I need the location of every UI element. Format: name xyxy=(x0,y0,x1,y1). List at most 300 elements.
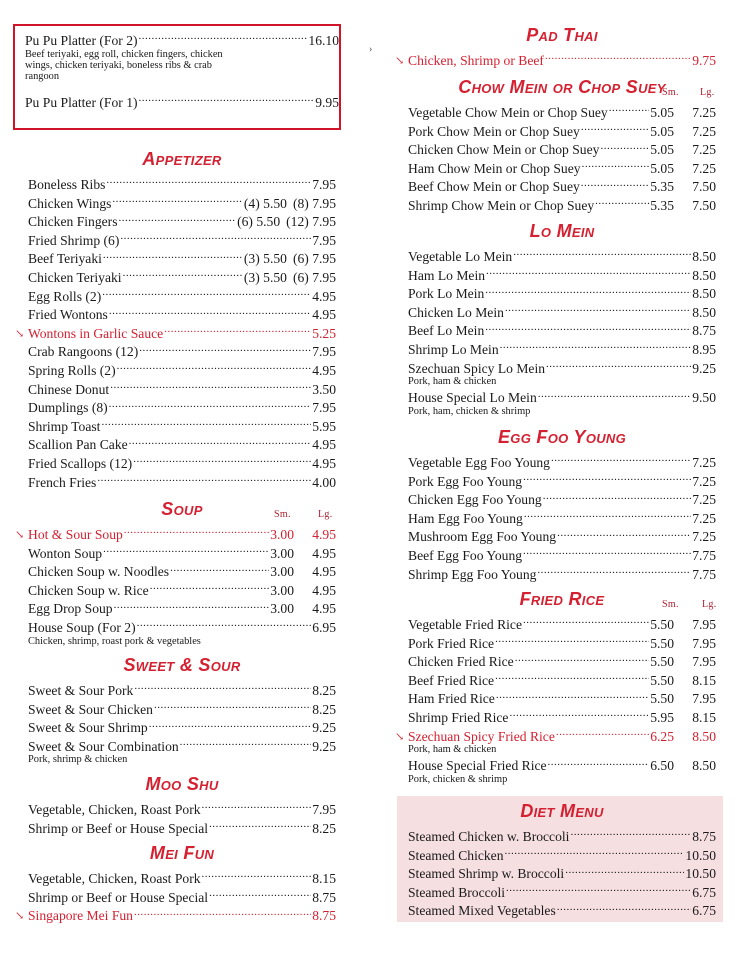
item-list xyxy=(28,682,336,765)
item-name: House Special Fried Rice xyxy=(408,758,547,774)
item-name: Shrimp Toast xyxy=(28,418,101,434)
section-title-text: Fried Rice xyxy=(519,589,605,609)
item-price: 6.95 xyxy=(312,619,336,635)
item-price: 3.00 xyxy=(270,527,294,542)
section-title xyxy=(408,800,716,822)
item-name: Dumplings (8) xyxy=(28,400,108,416)
leader-dots xyxy=(154,702,311,714)
column-marker: › xyxy=(369,44,373,55)
menu-item xyxy=(28,600,336,619)
menu-item xyxy=(28,288,336,307)
item-description: Pork, ham & chicken xyxy=(408,376,497,388)
menu-item xyxy=(28,381,336,400)
item-name: Chicken Egg Foo Young xyxy=(408,492,542,508)
leader-dots xyxy=(505,305,691,317)
menu-item xyxy=(408,566,716,585)
leader-dots xyxy=(103,546,269,558)
section-moo-shu xyxy=(28,773,336,838)
menu-item xyxy=(408,322,716,341)
item-price-large: 7.95 xyxy=(692,635,716,651)
leader-dots xyxy=(509,710,649,722)
item-price: 7.25 xyxy=(692,473,716,489)
item-name: Hot & Sour Soup xyxy=(28,527,123,542)
leader-dots xyxy=(164,326,311,338)
item-price: 4.00 xyxy=(312,474,336,490)
item-description: Pork, shrimp & chicken xyxy=(28,754,128,766)
leader-dots xyxy=(551,455,691,467)
leader-dots xyxy=(557,529,691,541)
section-title xyxy=(408,220,716,242)
item-price: 5.05 xyxy=(650,123,674,139)
menu-item xyxy=(28,820,336,839)
item-list xyxy=(408,454,716,584)
item-name: Steamed Shrimp w. Broccoli xyxy=(408,866,565,882)
leader-dots xyxy=(581,124,649,136)
menu-item xyxy=(28,362,336,381)
item-name: Pork Chow Mein or Chop Suey xyxy=(408,123,580,139)
item-name: Shrimp or Beef or House Special xyxy=(28,820,209,836)
item-name: Wontons in Garlic Sauce xyxy=(28,325,164,341)
menu-item xyxy=(408,141,716,160)
leader-dots xyxy=(101,419,311,431)
menu-item xyxy=(395,52,716,71)
item-description: Beef teriyaki, egg roll, chicken fingers, chicken xyxy=(25,48,223,60)
platter-item xyxy=(25,94,339,113)
item-list xyxy=(395,616,716,785)
item-price: 7.25 xyxy=(692,510,716,526)
item-price: 5.50 xyxy=(650,617,674,632)
leader-dots xyxy=(556,729,649,741)
item-price: 5.35 xyxy=(650,179,674,195)
item-price: 8.50 xyxy=(692,304,716,320)
section-title xyxy=(28,148,336,170)
section-mei-fun xyxy=(15,842,336,926)
leader-dots xyxy=(537,567,691,579)
item-name: French Fries xyxy=(28,474,97,490)
item-name: Singapore Mei Fun xyxy=(28,908,133,924)
leader-dots xyxy=(170,564,269,576)
item-name: Pu Pu Platter (For 1) xyxy=(25,94,138,110)
item-price-large: 7.25 xyxy=(692,142,716,158)
leader-dots xyxy=(103,251,243,263)
leader-dots xyxy=(600,142,649,154)
leader-dots xyxy=(109,400,312,412)
leader-dots xyxy=(495,636,649,648)
size-header-small: Sm. xyxy=(662,87,679,98)
leader-dots xyxy=(102,289,311,301)
item-name: Egg Drop Soup xyxy=(28,601,113,617)
item-name: Chicken, Shrimp or Beef xyxy=(408,53,544,68)
item-name: Vegetable, Chicken, Roast Pork xyxy=(28,871,201,886)
item-price: 7.95 xyxy=(312,232,336,248)
item-name: Steamed Mixed Vegetables xyxy=(408,903,556,919)
item-price: 16.10 xyxy=(308,33,339,48)
item-price: (8) 7.95 xyxy=(292,195,336,211)
item-name: Vegetable Chow Mein or Chop Suey xyxy=(408,105,608,120)
item-name: House Soup (For 2) xyxy=(28,619,136,635)
leader-dots xyxy=(120,233,311,245)
leader-dots xyxy=(129,437,312,449)
leader-dots xyxy=(117,363,312,375)
leader-dots xyxy=(523,548,691,560)
menu-item xyxy=(408,690,716,709)
menu-item xyxy=(15,907,336,926)
pepper-icon: ↘ xyxy=(15,910,25,923)
item-price: 9.25 xyxy=(312,738,336,754)
menu-item xyxy=(28,399,336,418)
item-price: 8.25 xyxy=(312,683,336,698)
item-list xyxy=(28,801,336,838)
item-name: Beef Fried Rice xyxy=(408,672,495,688)
item-price-large: 8.50 xyxy=(692,728,716,744)
item-name: Pork Fried Rice xyxy=(408,635,495,651)
menu-item xyxy=(408,248,716,267)
item-price: 5.50 xyxy=(650,654,674,670)
leader-dots xyxy=(139,95,315,107)
pepper-icon: ↘ xyxy=(395,55,405,67)
menu-item xyxy=(28,545,336,564)
item-price: 9.75 xyxy=(692,53,716,68)
menu-item xyxy=(28,232,336,251)
item-name: Chicken Wings xyxy=(28,195,112,211)
menu-item xyxy=(408,197,716,216)
leader-dots xyxy=(180,739,312,751)
item-price: 7.75 xyxy=(692,547,716,563)
platter-box xyxy=(13,24,341,130)
item-price: (6) 7.95 xyxy=(292,269,336,285)
menu-item xyxy=(15,526,336,545)
section-title-text: Pad Thai xyxy=(526,25,598,45)
leader-dots xyxy=(139,344,311,356)
leader-dots xyxy=(106,177,311,189)
leader-dots xyxy=(112,196,243,208)
item-price-large: 7.25 xyxy=(692,160,716,176)
leader-dots xyxy=(134,683,311,695)
item-name: Ham Chow Mein or Chop Suey xyxy=(408,160,581,176)
item-price: 5.95 xyxy=(312,418,336,434)
item-name: Sweet & Sour Shrimp xyxy=(28,720,148,736)
leader-dots xyxy=(114,601,270,613)
item-price: 7.95 xyxy=(312,177,336,192)
section-title xyxy=(408,24,716,46)
item-price: 9.25 xyxy=(692,360,716,376)
pepper-icon: ↘ xyxy=(15,529,25,541)
item-price: 5.50 xyxy=(650,635,674,651)
leader-dots xyxy=(110,382,311,394)
menu-item xyxy=(28,889,336,908)
item-price: 9.25 xyxy=(312,720,336,736)
item-name: Vegetable Lo Mein xyxy=(408,249,513,264)
leader-dots xyxy=(149,720,312,732)
leader-dots xyxy=(150,583,270,595)
item-name: Chicken Chow Mein or Chop Suey xyxy=(408,142,600,158)
leader-dots xyxy=(582,161,650,173)
item-name: Shrimp Fried Rice xyxy=(408,709,509,725)
item-price-large: 7.95 xyxy=(692,691,716,707)
item-price: 5.25 xyxy=(312,325,336,341)
item-price: 10.50 xyxy=(685,866,716,882)
menu-item xyxy=(408,285,716,304)
leader-dots xyxy=(202,871,312,883)
item-name: Shrimp Chow Mein or Chop Suey xyxy=(408,197,595,213)
item-description: rangoon xyxy=(25,70,60,82)
item-name: House Special Lo Mein xyxy=(408,390,537,406)
section-title-text: Diet Menu xyxy=(520,801,604,821)
item-price: 8.50 xyxy=(692,267,716,283)
item-price: 8.25 xyxy=(312,820,336,836)
menu-item xyxy=(28,418,336,437)
item-price: 3.00 xyxy=(270,545,294,561)
leader-dots xyxy=(545,53,691,65)
item-name: Shrimp Lo Mein xyxy=(408,341,499,357)
leader-dots xyxy=(97,475,311,487)
item-name: Sweet & Sour Chicken xyxy=(28,701,153,717)
section-title xyxy=(408,76,716,98)
item-price: 7.25 xyxy=(692,455,716,470)
item-name: Chicken Teriyaki xyxy=(28,269,122,285)
item-price: 4.95 xyxy=(312,455,336,471)
menu-item xyxy=(408,341,716,360)
menu-item xyxy=(408,902,716,921)
item-name: Steamed Broccoli xyxy=(408,884,506,900)
item-name: Vegetable, Chicken, Roast Pork xyxy=(28,802,201,817)
section-sweet-sour xyxy=(28,654,336,767)
item-price-large: 4.95 xyxy=(312,564,336,580)
leader-dots xyxy=(500,342,692,354)
item-name: Boneless Ribs xyxy=(28,177,106,192)
menu-item xyxy=(408,510,716,529)
item-price: 7.25 xyxy=(692,492,716,508)
leader-dots xyxy=(595,198,649,210)
item-price: 5.50 xyxy=(650,691,674,707)
section-title-text: Soup xyxy=(161,499,203,519)
menu-item xyxy=(408,865,716,884)
item-name: Steamed Chicken xyxy=(408,847,504,863)
item-name: Ham Fried Rice xyxy=(408,691,495,707)
item-name: Chinese Donut xyxy=(28,381,110,397)
item-price: 8.15 xyxy=(312,871,336,886)
item-price-large: 8.15 xyxy=(692,672,716,688)
menu-item xyxy=(408,104,716,123)
leader-dots xyxy=(513,249,691,261)
item-list xyxy=(408,248,716,417)
section-soup xyxy=(15,498,336,649)
menu-item xyxy=(408,653,716,672)
menu-item xyxy=(28,195,336,214)
item-price: 8.50 xyxy=(692,286,716,302)
item-name: Chicken Fried Rice xyxy=(408,654,514,670)
menu-item xyxy=(28,306,336,325)
item-price: 7.95 xyxy=(312,802,336,817)
section-lo-mein xyxy=(408,220,716,419)
section-title-text: Moo Shu xyxy=(145,774,219,794)
item-list xyxy=(408,828,716,921)
item-name: Crab Rangoons (12) xyxy=(28,344,139,360)
item-name: Vegetable Egg Foo Young xyxy=(408,455,550,470)
leader-dots xyxy=(124,527,269,539)
section-title-text: Mei Fun xyxy=(149,843,215,863)
item-price: 3.00 xyxy=(270,601,294,617)
item-price: 8.75 xyxy=(692,323,716,339)
section-pad-thai xyxy=(395,24,716,71)
section-egg-foo-young xyxy=(408,426,716,584)
item-name: Beef Chow Mein or Chop Suey xyxy=(408,179,580,195)
menu-item xyxy=(408,178,716,197)
item-name: Ham Lo Mein xyxy=(408,267,486,283)
item-price-large: 7.25 xyxy=(692,105,716,120)
item-price: 4.95 xyxy=(312,307,336,323)
menu-item xyxy=(28,582,336,601)
item-price: 10.50 xyxy=(685,847,716,863)
item-price: 5.05 xyxy=(650,160,674,176)
leader-dots xyxy=(565,866,684,878)
item-price: 5.35 xyxy=(650,197,674,213)
menu-item xyxy=(28,563,336,582)
item-name: Shrimp Egg Foo Young xyxy=(408,566,537,582)
section-title-text: Appetizer xyxy=(142,149,222,169)
item-price-small: (4) 5.50 xyxy=(243,195,287,211)
item-price: 5.50 xyxy=(650,672,674,688)
size-header-large: Lg. xyxy=(700,87,715,98)
leader-dots xyxy=(570,829,691,841)
item-price-large: 4.95 xyxy=(312,582,336,598)
item-name: Mushroom Egg Foo Young xyxy=(408,529,557,545)
menu-item xyxy=(28,269,336,288)
item-price: 9.50 xyxy=(692,390,716,406)
item-name: Szechuan Spicy Fried Rice xyxy=(408,728,555,744)
item-price: 8.50 xyxy=(692,249,716,264)
item-list xyxy=(408,104,716,216)
menu-item xyxy=(28,474,336,493)
menu-item xyxy=(28,701,336,720)
item-price-large: 4.95 xyxy=(312,601,336,617)
section-title xyxy=(408,426,716,448)
platter-item xyxy=(25,32,339,82)
item-price-large: 7.50 xyxy=(692,197,716,213)
leader-dots xyxy=(557,903,691,915)
section-title xyxy=(28,498,336,520)
item-price-large: 8.15 xyxy=(692,709,716,725)
menu-item xyxy=(28,436,336,455)
pepper-icon: ↘ xyxy=(15,327,25,340)
item-name: Vegetable Fried Rice xyxy=(408,617,522,632)
item-price: 4.95 xyxy=(312,437,336,453)
item-description: Chicken, shrimp, roast pork & vegetables xyxy=(28,635,201,647)
item-name: Chicken Fingers xyxy=(28,214,118,230)
item-price-large: 4.95 xyxy=(312,527,336,542)
leader-dots xyxy=(109,307,311,319)
item-price: 3.00 xyxy=(270,564,294,580)
item-name: Beef Egg Foo Young xyxy=(408,547,523,563)
menu-item xyxy=(408,304,716,323)
menu-item xyxy=(28,801,336,820)
item-price-small: (6) 5.50 xyxy=(237,214,281,230)
menu-item xyxy=(28,870,336,889)
item-description: wings, chicken teriyaki, boneless ribs & crab xyxy=(25,59,212,71)
section-chow-mein xyxy=(408,76,716,216)
item-price-large: 7.50 xyxy=(692,179,716,195)
item-price: 8.25 xyxy=(312,701,336,717)
size-header-large: Lg. xyxy=(318,509,333,520)
item-description: Pork, ham, chicken & shrimp xyxy=(408,405,531,417)
item-name: Pork Egg Foo Young xyxy=(408,473,523,489)
item-name: Spring Rolls (2) xyxy=(28,362,116,378)
leader-dots xyxy=(506,885,691,897)
item-price: 5.05 xyxy=(650,142,674,158)
menu-item xyxy=(28,455,336,474)
menu-item xyxy=(408,473,716,492)
item-price: 7.95 xyxy=(312,344,336,360)
leader-dots xyxy=(548,758,650,770)
item-name: Chicken Lo Mein xyxy=(408,304,504,320)
item-name: Chicken Soup w. Rice xyxy=(28,582,149,598)
item-price-large: 7.25 xyxy=(692,123,716,139)
item-price: 5.95 xyxy=(650,709,674,725)
section-title-text: Lo Mein xyxy=(529,221,595,241)
item-list xyxy=(15,176,336,492)
leader-dots xyxy=(505,848,685,860)
section-title xyxy=(408,588,716,610)
leader-dots xyxy=(515,654,649,666)
item-price-large: 7.95 xyxy=(692,617,716,632)
menu-item xyxy=(408,123,716,142)
section-title xyxy=(28,842,336,864)
size-header-large: Lg. xyxy=(702,599,717,610)
item-price: 9.95 xyxy=(315,94,339,110)
item-name: Egg Rolls (2) xyxy=(28,288,102,304)
item-name: Shrimp or Beef or House Special xyxy=(28,889,209,905)
item-price: 8.75 xyxy=(312,908,336,924)
leader-dots xyxy=(133,456,311,468)
section-title-text: Chow Mein or Chop Suey xyxy=(458,77,666,97)
section-title-text: Sweet & Sour xyxy=(123,655,241,675)
menu-item xyxy=(408,616,716,635)
item-price: 3.50 xyxy=(312,381,336,397)
pepper-icon: ↘ xyxy=(395,730,405,743)
menu-item xyxy=(28,176,336,195)
menu-item xyxy=(28,719,336,738)
leader-dots xyxy=(485,323,691,335)
item-price: 7.25 xyxy=(692,529,716,545)
leader-dots xyxy=(496,691,649,703)
item-price: 6.25 xyxy=(650,728,674,744)
menu-item xyxy=(408,491,716,510)
menu-item xyxy=(408,454,716,473)
item-name: Chicken Soup w. Noodles xyxy=(28,564,170,580)
item-price: 7.75 xyxy=(692,566,716,582)
leader-dots xyxy=(524,511,691,523)
item-name: Fried Scallops (12) xyxy=(28,455,133,471)
item-description: Pork, ham & chicken xyxy=(408,744,497,756)
leader-dots xyxy=(495,673,649,685)
size-header-small: Sm. xyxy=(662,599,679,610)
item-name: Sweet & Sour Pork xyxy=(28,683,134,698)
menu-item xyxy=(408,847,716,866)
item-price: 8.75 xyxy=(312,889,336,905)
item-price: (12) 7.95 xyxy=(286,214,336,230)
leader-dots xyxy=(538,390,691,402)
item-name: Fried Shrimp (6) xyxy=(28,232,120,248)
item-name: Pork Lo Mein xyxy=(408,286,485,302)
item-name: Pu Pu Platter (For 2) xyxy=(25,33,138,48)
item-price: 6.75 xyxy=(692,903,716,919)
leader-dots xyxy=(609,105,649,117)
menu-item xyxy=(25,94,339,113)
item-list xyxy=(15,526,336,647)
item-price-large: 7.95 xyxy=(692,654,716,670)
leader-dots xyxy=(581,179,649,191)
item-name: Ham Egg Foo Young xyxy=(408,510,523,526)
